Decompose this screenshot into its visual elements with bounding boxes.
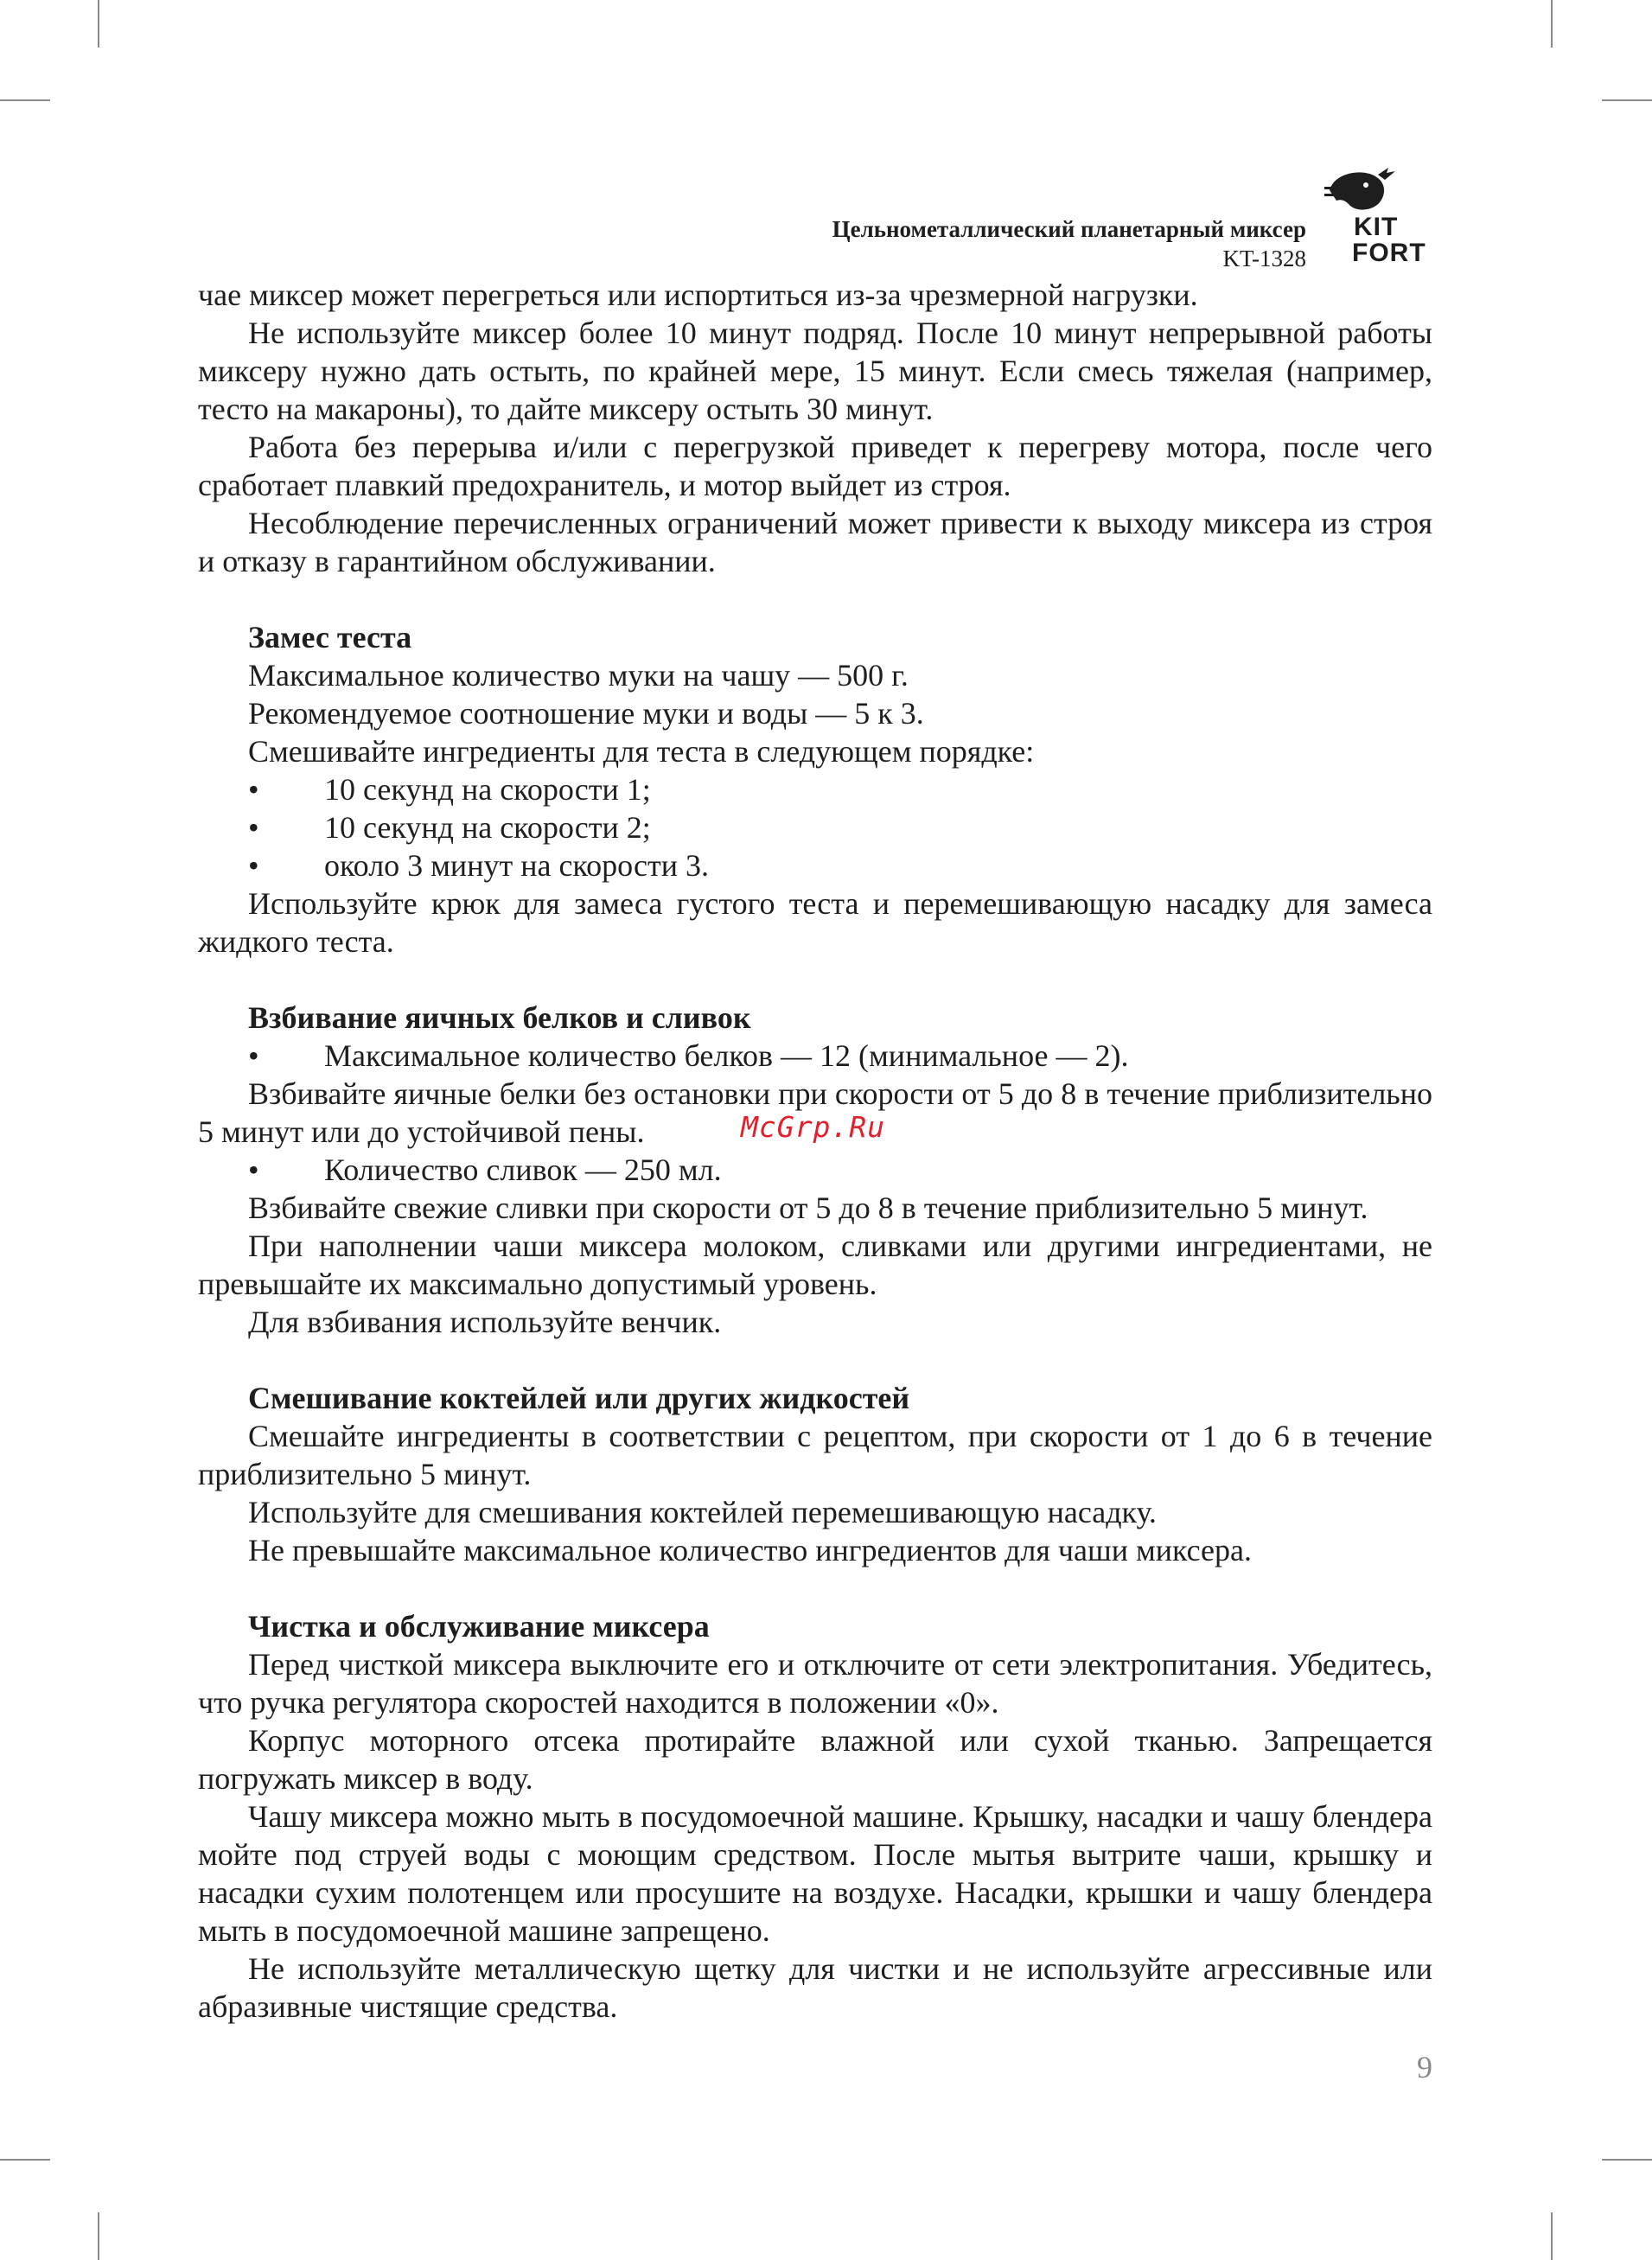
crop-mark (98, 2212, 99, 2260)
paragraph: Работа без перерыва и/или с перегрузкой приведет к перегреву мотора, после чего сработает плавкий предохранитель, и мотор выйдет из строя. (198, 430, 1432, 502)
paragraph: Корпус моторного отсека протирайте влажной или сухой тканью. Запрещается погружать миксер в воду. (198, 1723, 1432, 1796)
bullet-icon: • (248, 1152, 259, 1187)
logo-kit-text: KIT (1354, 213, 1399, 241)
bullet-item (198, 846, 1432, 884)
bullet-text: 10 секунд на скорости 2; (324, 810, 651, 845)
crop-mark (98, 0, 99, 48)
bullet-item (198, 1151, 1432, 1189)
crop-mark (0, 2159, 50, 2161)
bullet-item (198, 1037, 1432, 1075)
bullet-icon: • (248, 772, 259, 807)
crop-mark (1551, 2212, 1553, 2260)
bullet-icon: • (248, 848, 259, 883)
bullet-icon: • (248, 810, 259, 845)
paragraph: Несоблюдение перечисленных ограничений может привести к выходу миксера из строя и отказу в гарантийном обслуживании. (198, 506, 1432, 578)
watermark: McGrp.Ru (741, 1110, 885, 1144)
paragraph: Для взбивания используйте венчик. (248, 1305, 722, 1339)
paragraph: Взбивайте яичные белки без остановки при скорости от 5 до 8 в течение приблизительно 5 минут или до устойчивой пены. (198, 1076, 1432, 1149)
section-heading-dough: Замес теста (248, 620, 412, 654)
paragraph: Рекомендуемое соотношение муки и воды — 5 к 3. (248, 696, 924, 731)
bullet-text: 10 секунд на скорости 1; (324, 772, 651, 807)
bullet-icon: • (248, 1038, 259, 1073)
paragraph: Используйте крюк для замеса густого теста и перемешивающую насадку для замеса жидкого теста. (198, 886, 1432, 959)
logo-fort-text: FORT (1352, 239, 1426, 267)
paragraph: При наполнении чаши миксера молоком, сливками или другими ингредиентами, не превышайте их максимально допустимый уровень. (198, 1229, 1432, 1301)
page-body (198, 276, 1432, 2026)
section-heading-cocktail: Смешивание коктейлей или других жидкостей (248, 1381, 910, 1415)
header-model: KT-1328 (1222, 246, 1306, 271)
bullet-text: около 3 минут на скорости 3. (324, 848, 709, 883)
paragraph: чае миксер может перегреться или испортиться из-за чрезмерной нагрузки. (198, 278, 1198, 312)
page-header (832, 214, 1306, 273)
paragraph: Не превышайте максимальное количество ингредиентов для чаши миксера. (248, 1533, 1252, 1567)
bullet-text: Количество сливок — 250 мл. (324, 1152, 722, 1187)
paragraph: Смешивайте ингредиенты для теста в следующем порядке: (248, 734, 1035, 769)
paragraph: Перед чисткой миксера выключите его и отключите от сети электропитания. Убедитесь, что ручка регулятора скоростей находится в положении «0». (198, 1647, 1432, 1720)
section-heading-whip: Взбивание яичных белков и сливок (248, 1000, 751, 1035)
paragraph: Чашу миксера можно мыть в посудомоечной машине. Крышку, насадки и чашу блендера мойте под струей воды с моющим средством. После мытья вытрите чаши, крышку и насадки сухим полотенцем или просушите на воздухе. Насадки, крышки и чашу блендера мыть в посудомоечной машине запрещено. (198, 1799, 1432, 1948)
paragraph: Используйте для смешивания коктейлей перемешивающую насадку. (248, 1495, 1157, 1529)
paragraph: Смешайте ингредиенты в соответствии с рецептом, при скорости от 1 до 6 в течение приблизительно 5 минут. (198, 1419, 1432, 1491)
bullet-item (198, 808, 1432, 846)
whale-plug-icon (1323, 164, 1400, 216)
crop-mark (1602, 2159, 1652, 2161)
crop-mark (1602, 99, 1652, 101)
header-title: Цельнометаллический планетарный миксер (832, 216, 1306, 242)
paragraph: Взбивайте свежие сливки при скорости от 5 до 8 в течение приблизительно 5 минут. (248, 1191, 1368, 1225)
crop-mark (1551, 0, 1553, 48)
crop-mark (0, 99, 50, 101)
brand-logo (1323, 164, 1435, 277)
paragraph: Не используйте металлическую щетку для чистки и не используйте агрессивные или абразивные чистящие средства. (198, 1951, 1432, 2024)
page-number: 9 (1417, 2050, 1432, 2084)
bullet-text: Максимальное количество белков — 12 (минимальное — 2). (324, 1038, 1129, 1073)
paragraph: Не используйте миксер более 10 минут подряд. После 10 минут непрерывной работы миксеру нужно дать остыть, по крайней мере, 15 минут. Если смесь тяжелая (например, тесто на макароны), то дайте миксеру остыть 30 минут. (198, 316, 1432, 426)
bullet-item (198, 770, 1432, 808)
section-heading-cleaning: Чистка и обслуживание миксера (248, 1609, 710, 1644)
paragraph: Максимальное количество муки на чашу — 500 г. (248, 658, 909, 693)
